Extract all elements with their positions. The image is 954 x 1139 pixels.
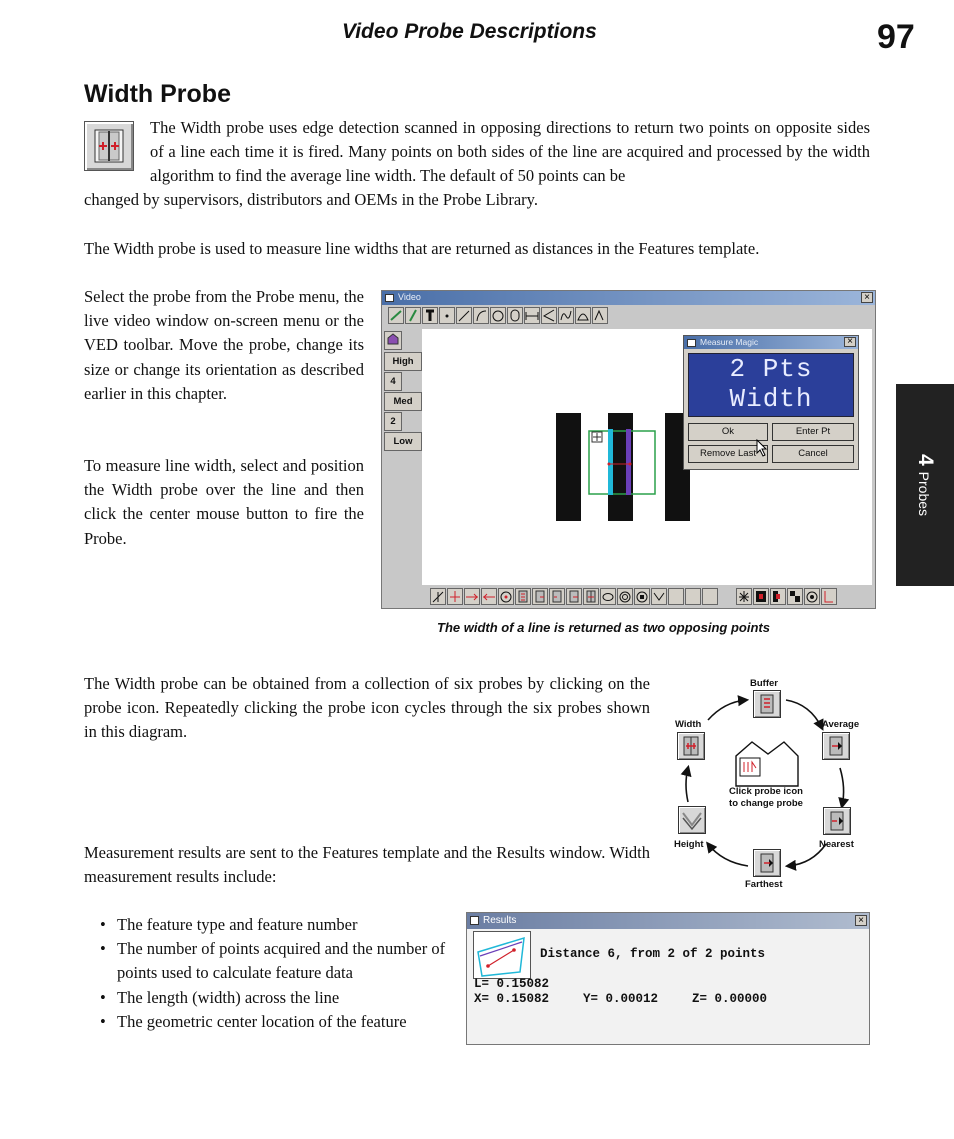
close-icon[interactable]: × xyxy=(861,292,873,303)
toolbar-average-icon[interactable] xyxy=(532,588,548,605)
toolbar-blank-icon[interactable] xyxy=(702,588,718,605)
toolbar-target-icon[interactable] xyxy=(617,588,633,605)
toolbar-edge-checker-icon[interactable] xyxy=(787,588,803,605)
width-label: Width xyxy=(675,719,702,730)
low-magnification-button[interactable]: Low xyxy=(384,432,422,451)
running-head: Video Probe Descriptions xyxy=(342,20,597,43)
line-feature xyxy=(556,413,581,521)
magnification-step-2[interactable]: 2 xyxy=(384,412,402,431)
chapter-number: 4 xyxy=(914,453,937,466)
toolbar-angle-icon[interactable] xyxy=(541,307,557,324)
feature-thumbnail xyxy=(473,931,531,979)
measure-magic-dialog xyxy=(683,335,859,470)
window-icon xyxy=(687,339,696,347)
video-window-title: Video xyxy=(398,292,421,302)
section-title: Width Probe xyxy=(84,80,231,108)
collection-paragraph: The Width probe can be obtained from a collection of six probes by clicking on the probe icon. Repeatedly clicking the probe icon cycles through the six probes shown in this diagram. xyxy=(84,674,650,742)
toolbar-profile-icon[interactable] xyxy=(575,307,591,324)
figure-caption: The width of a line is returned as two opposing points xyxy=(437,620,770,635)
toolbar-star-icon[interactable] xyxy=(736,588,752,605)
result-length: L= 0.15082 xyxy=(474,977,550,991)
toolbar-probe-icon[interactable] xyxy=(422,307,438,324)
intro-paragraph: The Width probe uses edge detection scanned in opposing directions to return two points on opposite sides of a line each time it is fired. Many points on both sides of the line are acquired and processed by the width algorithm to find the average line width. The default of 50 points can be xyxy=(150,118,870,186)
intro-paragraph-continued: changed by supervisors, distributors and OEMs in the Probe Library. xyxy=(84,190,538,209)
toolbar-height-icon[interactable] xyxy=(651,588,667,605)
results-window xyxy=(466,912,870,1045)
nearest-probe-icon[interactable] xyxy=(823,807,851,835)
toolbar-edge-icon[interactable] xyxy=(481,588,497,605)
results-intro-paragraph: Measurement results are sent to the Features template and the Results window. Width measurement results include: xyxy=(84,843,650,887)
measure-paragraph: To measure line width, select and position the Width probe over the line and then click the center mouse button to fire the Probe. xyxy=(84,456,364,548)
height-label: Height xyxy=(674,839,704,850)
measure-magic-titlebar xyxy=(684,336,858,349)
toolbar-blank-icon[interactable] xyxy=(685,588,701,605)
average-probe-icon[interactable] xyxy=(822,732,850,760)
height-probe-icon[interactable] xyxy=(678,806,706,834)
toolbar-probe-icon[interactable] xyxy=(388,307,404,324)
toolbar-edge-icon[interactable] xyxy=(464,588,480,605)
toolbar-probe-select-icon[interactable] xyxy=(592,307,608,324)
window-icon xyxy=(385,294,394,302)
remove-last-button[interactable]: Remove Last xyxy=(688,445,768,463)
toolbar-edge-mixed-icon[interactable] xyxy=(770,588,786,605)
window-icon xyxy=(470,916,479,925)
magnification-step-4[interactable]: 4 xyxy=(384,372,402,391)
video-window xyxy=(381,290,876,609)
usage-paragraph: The Width probe is used to measure line widths that are returned as distances in the Features template. xyxy=(84,239,760,258)
toolbar-probe-icon[interactable] xyxy=(405,307,421,324)
toolbar-ring-icon[interactable] xyxy=(804,588,820,605)
change-probe-caption xyxy=(710,786,822,810)
buffer-probe-icon[interactable] xyxy=(753,690,781,718)
medium-magnification-button[interactable]: Med xyxy=(384,392,422,411)
toolbar-circle-probe-icon[interactable] xyxy=(498,588,514,605)
toolbar-farthest-icon[interactable] xyxy=(566,588,582,605)
toolbar-blank-icon[interactable] xyxy=(668,588,684,605)
mouse-cursor-icon xyxy=(756,439,768,457)
video-window-titlebar xyxy=(382,291,875,305)
result-z: Z= 0.00000 xyxy=(692,992,768,1006)
list-item: • The geometric center location of the feature xyxy=(98,1010,458,1034)
width-probe-icon xyxy=(84,121,134,171)
results-window-title: Results xyxy=(483,915,517,926)
toolbar-line-icon[interactable] xyxy=(456,307,472,324)
high-magnification-button[interactable]: High xyxy=(384,352,422,371)
toolbar-buffer-icon[interactable] xyxy=(515,588,531,605)
side-menu-icon[interactable] xyxy=(384,331,402,350)
page-number: 97 xyxy=(877,18,915,56)
cancel-button[interactable]: Cancel xyxy=(772,445,854,463)
toolbar-slot-icon[interactable] xyxy=(507,307,523,324)
change-probe-caption-line1: Click probe icon xyxy=(729,786,803,797)
list-item: • The feature type and feature number xyxy=(98,913,458,937)
chapter-tab xyxy=(896,384,954,586)
toolbar-arc-icon[interactable] xyxy=(473,307,489,324)
toolbar-focus-icon[interactable] xyxy=(634,588,650,605)
close-icon[interactable]: × xyxy=(855,915,867,926)
chapter-label: Probes xyxy=(916,471,932,517)
close-icon[interactable]: × xyxy=(844,337,856,347)
result-y: Y= 0.00012 xyxy=(583,992,659,1006)
results-window-titlebar xyxy=(467,913,869,929)
toolbar-crosshair-icon[interactable] xyxy=(447,588,463,605)
toolbar-point-icon[interactable] xyxy=(439,307,455,324)
list-item: • The length (width) across the line xyxy=(98,986,458,1010)
display-point-count: 2 Pts xyxy=(729,354,813,384)
toolbar-curve-icon[interactable] xyxy=(558,307,574,324)
toolbar-distance-icon[interactable] xyxy=(524,307,540,324)
toolbar-blob-icon[interactable] xyxy=(600,588,616,605)
toolbar-nearest-icon[interactable] xyxy=(549,588,565,605)
toolbar-erase-icon[interactable] xyxy=(821,588,837,605)
toolbar-edge-black-icon[interactable] xyxy=(753,588,769,605)
farthest-label: Farthest xyxy=(745,879,783,890)
display-feature-type: Width xyxy=(729,384,813,414)
list-item: • The number of points acquired and the number of points used to calculate feature data xyxy=(98,937,458,985)
width-probe-overlay[interactable] xyxy=(582,424,662,524)
toolbar-crosshair-icon[interactable] xyxy=(430,588,446,605)
nearest-label: Nearest xyxy=(819,839,854,850)
measure-magic-title: Measure Magic xyxy=(700,337,759,347)
width-probe-icon[interactable] xyxy=(677,732,705,760)
toolbar-width-icon[interactable] xyxy=(583,588,599,605)
ok-button[interactable]: Ok xyxy=(688,423,768,441)
measure-magic-display xyxy=(688,353,854,417)
average-label: Average xyxy=(822,719,860,730)
change-probe-caption-line2: to change probe xyxy=(729,798,803,809)
enter-point-button[interactable]: Enter Pt xyxy=(772,423,854,441)
select-paragraph: Select the probe from the Probe menu, the live video window on-screen menu or the VED toolbar. Move the probe, change its size or change its orientation as described earlier in this chapter. xyxy=(84,287,364,403)
probe-cycle-diagram xyxy=(664,676,870,894)
toolbar-circle-icon[interactable] xyxy=(490,307,506,324)
buffer-label: Buffer xyxy=(750,678,778,689)
farthest-probe-icon[interactable] xyxy=(753,849,781,877)
results-list xyxy=(98,913,458,1034)
result-x: X= 0.15082 xyxy=(474,992,550,1006)
results-summary: Distance 6, from 2 of 2 points xyxy=(540,947,766,961)
